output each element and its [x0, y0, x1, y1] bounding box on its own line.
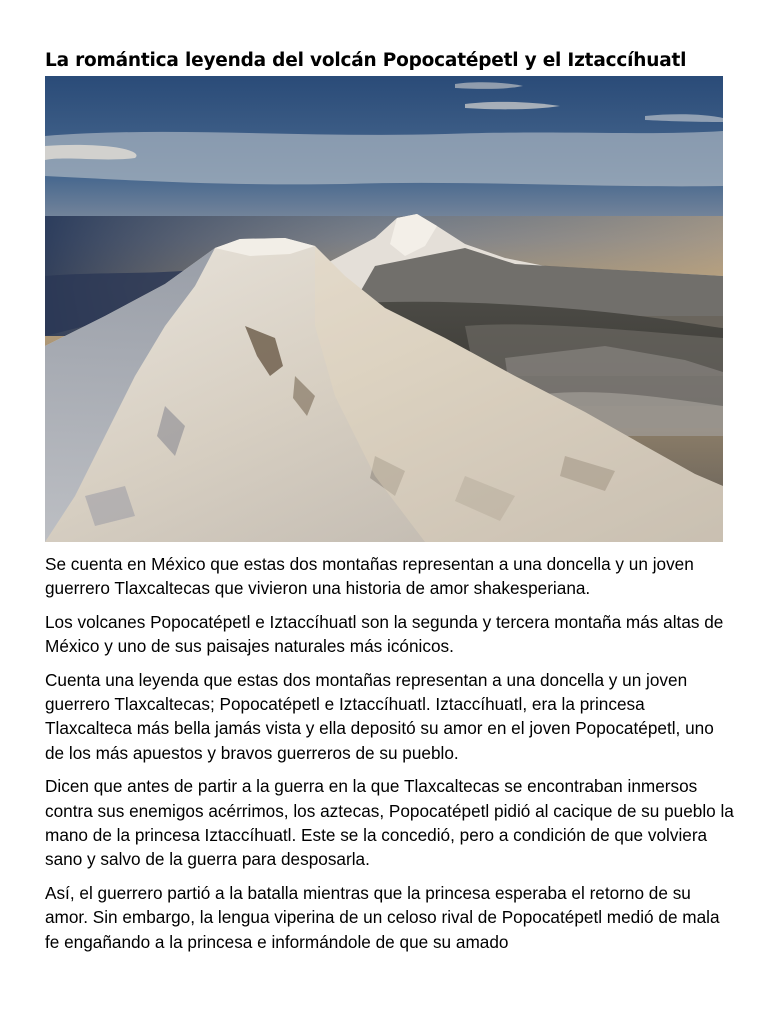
document-title: La romántica leyenda del volcán Popocatépetl y el Iztaccíhuatl: [45, 50, 687, 71]
paragraph: Cuenta una leyenda que estas dos montañas representan a una doncella y un joven guerrero Tlaxcaltecas; Popocatépetl e Iztaccíhuatl. Iztaccíhuatl, era la princesa Tlaxcalteca más bella jamás vista y ella depositó su amor en el joven Popocatépetl, uno de los más apuestos y bravos guerreros de su pueblo.: [45, 669, 714, 763]
paragraph: Los volcanes Popocatépetl e Iztaccíhuatl son la segunda y tercera montaña más altas de México y uno de sus paisajes naturales más icónicos.: [45, 611, 724, 657]
paragraph: Dicen que antes de partir a la guerra en la que Tlaxcaltecas se encontraban inmersos contra sus enemigos acérrimos, los aztecas, Popocatépetl pidió al cacique de su pueblo la mano de la princesa Iztaccíhuatl. Este se la concedió, pero a condición de que volviera sano y salvo de la guerra para desposarla.: [45, 776, 734, 870]
document-body: [45, 552, 735, 963]
volcano-photo: [45, 76, 723, 542]
paragraph: Se cuenta en México que estas dos montañas representan a una doncella y un joven guerrero Tlaxcaltecas que vivieron una historia de amor shakesperiana.: [45, 554, 694, 599]
mountain-photo-icon: [45, 76, 723, 542]
paragraph: Así, el guerrero partió a la batalla mientras que la princesa esperaba el retorno de su amor. Sin embargo, la lengua viperina de un celoso rival de Popocatépetl medió de mala fe engañando a la princesa e informándole de que su amado: [45, 882, 720, 952]
